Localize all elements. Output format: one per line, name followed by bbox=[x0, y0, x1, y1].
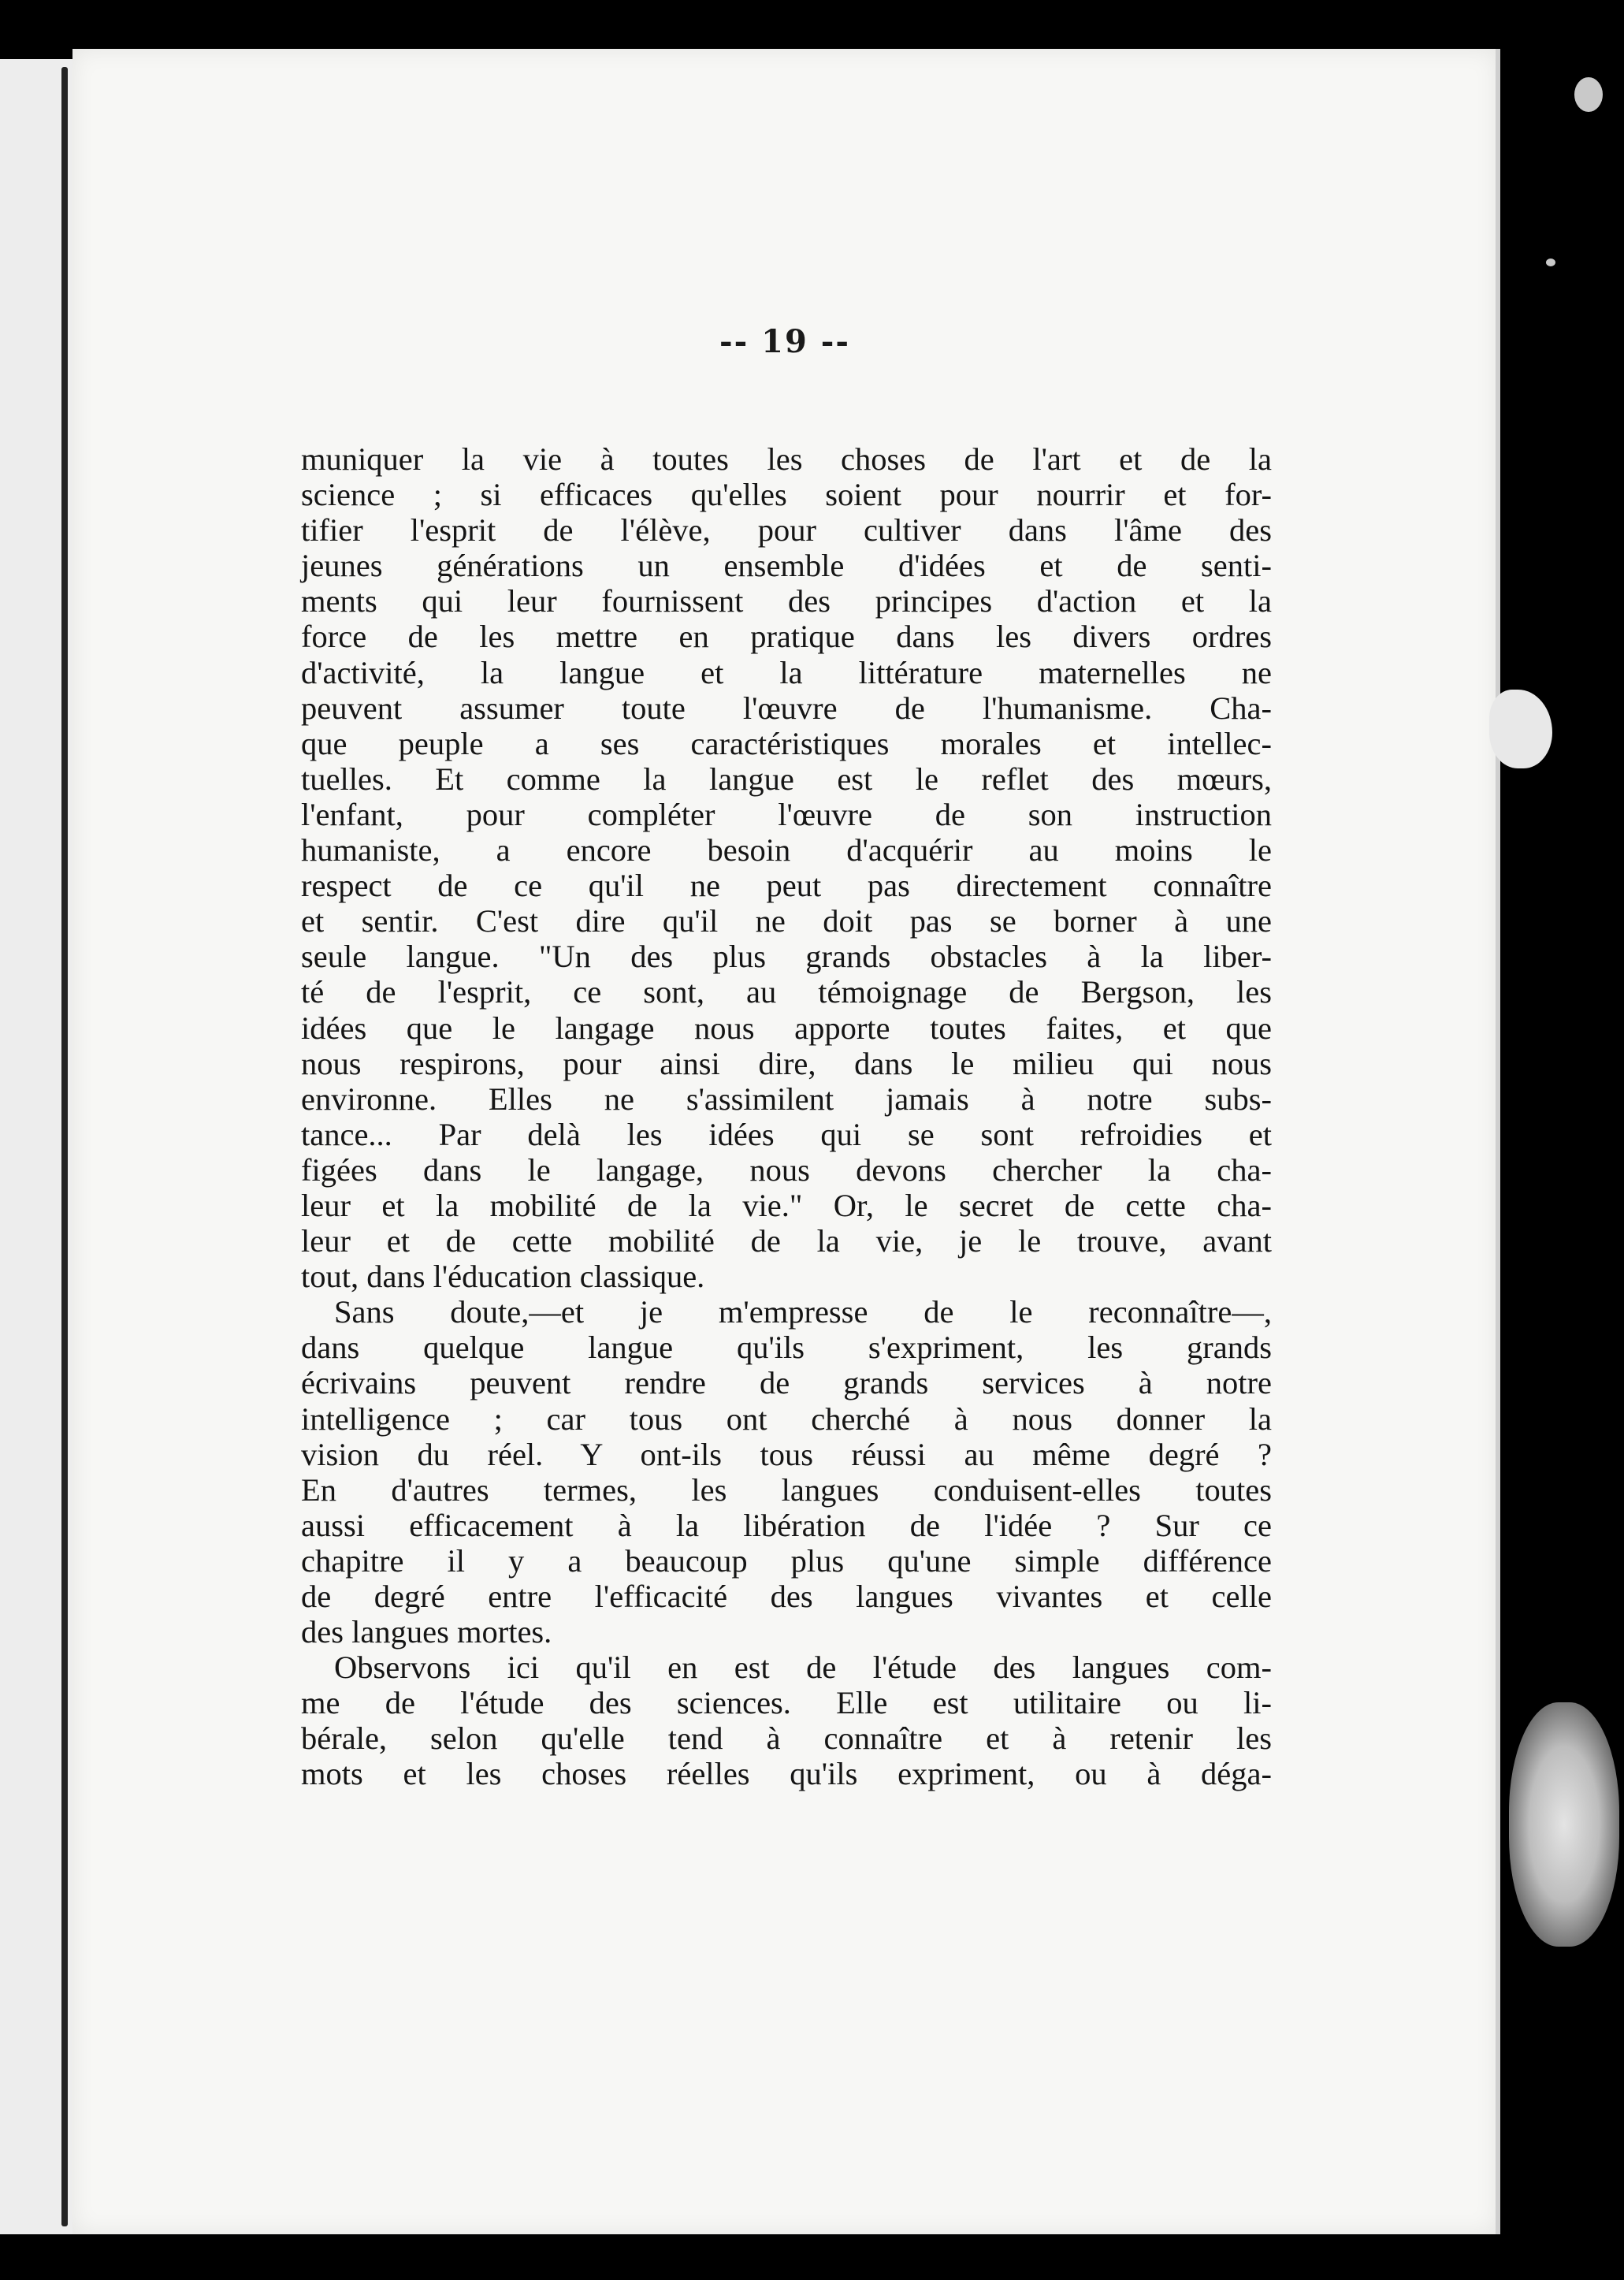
text-line: ments qui leur fournissent des principes d'action et la bbox=[301, 583, 1272, 619]
text-line: tifier l'esprit de l'élève, pour cultiver dans l'âme des bbox=[301, 512, 1272, 549]
body-text bbox=[301, 441, 1272, 1792]
text-line: d'activité, la langue et la littérature maternelles ne bbox=[301, 654, 1272, 690]
text-line: leur et de cette mobilité de la vie, je le trouve, avant bbox=[301, 1223, 1272, 1259]
text-line: muniquer la vie à toutes les choses de l'art et de la bbox=[301, 441, 1272, 477]
text-line: bérale, selon qu'elle tend à connaître et à retenir les bbox=[301, 1720, 1272, 1757]
text-line: écrivains peuvent rendre de grands services à notre bbox=[301, 1365, 1272, 1401]
text-line: En d'autres termes, les langues conduisent-elles toutes bbox=[301, 1471, 1272, 1508]
text-line: seule langue. "Un des plus grands obstacles à la liber- bbox=[301, 939, 1272, 975]
binding-gutter bbox=[61, 67, 68, 2226]
text-line: science ; si efficaces qu'elles soient pour nourrir et for- bbox=[301, 477, 1272, 513]
text-line: que peuple a ses caractéristiques morales et intellec- bbox=[301, 725, 1272, 761]
text-line: vision du réel. Y ont-ils tous réussi au même degré ? bbox=[301, 1436, 1272, 1472]
paper-tear-artifact bbox=[1489, 690, 1552, 768]
paragraph-end-line: des langues mortes. bbox=[301, 1614, 552, 1650]
text-line: jeunes générations un ensemble d'idées et de senti- bbox=[301, 548, 1272, 584]
scan-speck-artifact bbox=[1574, 77, 1603, 112]
paragraph-end-line: tout, dans l'éducation classique. bbox=[301, 1259, 705, 1295]
text-line: intelligence ; car tous ont cherché à nous donner la bbox=[301, 1400, 1272, 1437]
text-line: dans quelque langue qu'ils s'expriment, les grands bbox=[301, 1330, 1272, 1366]
text-line: peuvent assumer toute l'œuvre de l'humanisme. Cha- bbox=[301, 690, 1272, 726]
book-page bbox=[72, 49, 1497, 2234]
text-line: leur et la mobilité de la vie." Or, le secret de cette cha- bbox=[301, 1187, 1272, 1223]
text-line: et sentir. C'est dire qu'il ne doit pas se borner à une bbox=[301, 903, 1272, 939]
text-line: idées que le langage nous apporte toutes faites, et que bbox=[301, 1010, 1272, 1046]
text-line: l'enfant, pour compléter l'œuvre de son instruction bbox=[301, 796, 1272, 832]
scan-speck-artifact bbox=[1546, 258, 1555, 266]
text-line: me de l'étude des sciences. Elle est utilitaire ou li- bbox=[301, 1685, 1272, 1721]
text-line: mots et les choses réelles qu'ils expriment, ou à déga- bbox=[301, 1756, 1272, 1792]
text-line: tuelles. Et comme la langue est le reflet des mœurs, bbox=[301, 761, 1272, 797]
paragraph-start-line: Sans doute,—et je m'empresse de le reconnaître—, bbox=[334, 1294, 1272, 1330]
page-number: -- 19 -- bbox=[719, 323, 850, 360]
text-line: té de l'esprit, ce sont, au témoignage de Bergson, les bbox=[301, 974, 1272, 1010]
text-line: figées dans le langage, nous devons chercher la cha- bbox=[301, 1151, 1272, 1188]
page-right-edge bbox=[1496, 49, 1500, 2234]
text-line: de degré entre l'efficacité des langues vivantes et celle bbox=[301, 1579, 1272, 1614]
text-line: aussi efficacement à la libération de l'idée ? Sur ce bbox=[301, 1507, 1272, 1543]
text-line: humaniste, a encore besoin d'acquérir au moins le bbox=[301, 832, 1272, 868]
paragraph-start-line: Observons ici qu'il en est de l'étude des langues com- bbox=[334, 1650, 1272, 1686]
paper-stain-artifact bbox=[1509, 1702, 1619, 1947]
text-line: force de les mettre en pratique dans les divers ordres bbox=[301, 619, 1272, 655]
text-line: nous respirons, pour ainsi dire, dans le milieu qui nous bbox=[301, 1045, 1272, 1081]
text-line: respect de ce qu'il ne peut pas directement connaître bbox=[301, 868, 1272, 904]
text-line: chapitre il y a beaucoup plus qu'une simple différence bbox=[301, 1542, 1272, 1579]
text-line: tance... Par delà les idées qui se sont refroidies et bbox=[301, 1116, 1272, 1152]
text-line: environne. Elles ne s'assimilent jamais à notre subs- bbox=[301, 1080, 1272, 1117]
